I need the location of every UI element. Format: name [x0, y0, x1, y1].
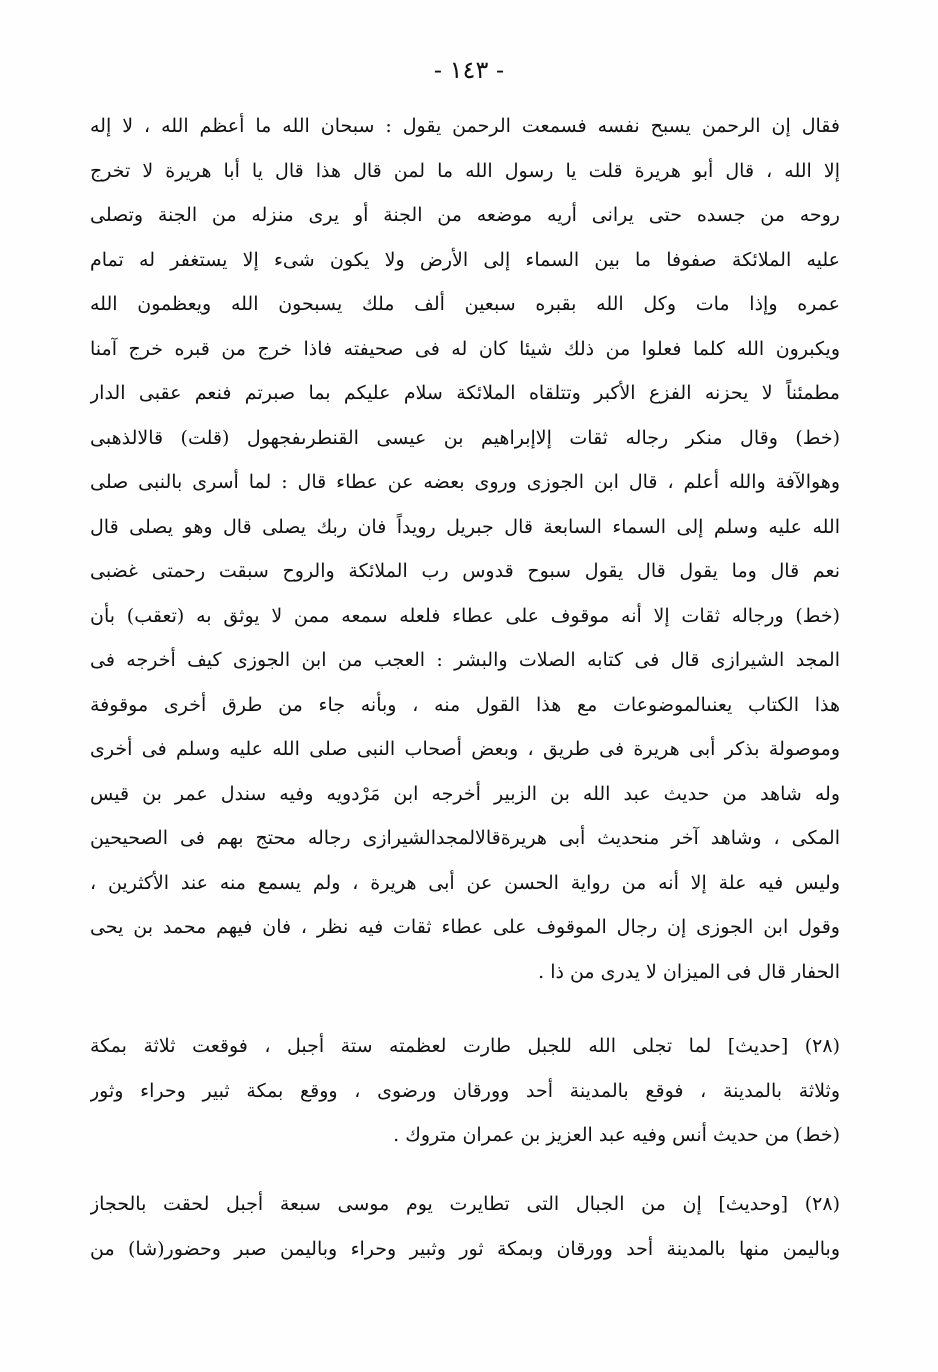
text-line: المجد الشيرازى قال فى كتابه الصلات والبشر : العجب من ابن الجوزى كيف أخرجه فى [90, 649, 840, 671]
text-line: عليه الملائكة صفوفا ما بين السماء إلى الأرض ولا يكون شىء إلا يستغفر له تمام [90, 248, 840, 271]
paragraph-hadith-28-seven-mountains [90, 1182, 840, 1271]
text-line: الحفار قال فى الميزان لا يدرى من ذا . [538, 960, 840, 983]
text-line: هذا الكتاب يعنىالموضوعات مع هذا القول منه ، وبأنه جاء من طرق أخرى موقوفة [90, 693, 840, 716]
text-line: إلا الله ، قال أبو هريرة قلت يا رسول الله ما لمن قال هذا قال يا أبا هريرة لا تخرج [90, 159, 840, 182]
text-line: وثلاثة بالمدينة ، فوقع بالمدينة أحد وورقان ورضوى ، ووقع بمكة ثبير وحراء وثور [90, 1079, 840, 1102]
text-line: فقال إن الرحمن يسبح نفسه فسمعت الرحمن يقول : سبحان الله ما أعظم الله ، لا إله [90, 115, 840, 137]
text-line: (خط) ورجاله ثقات إلا أنه موقوف على عطاء فلعله سمعه ممن لا يوثق به (تعقب) بأن [90, 604, 840, 627]
text-line: وقول ابن الجوزى إن رجال الموقوف على عطاء ثقات فيه نظر ، فان فيهم محمد بن يحى [90, 916, 840, 938]
text-line: وله شاهد من حديث عبد الله بن الزبير أخرجه ابن مَرْدويه وفيه سندل عمر بن قيس [90, 782, 840, 805]
text-line: عمره وإذا مات وكل الله بقبره سبعين ألف ملك يسبحون الله ويعظمون الله [90, 293, 840, 315]
paragraph-hadith-tasbih [90, 104, 840, 994]
text-line: الله عليه وسلم إلى السماء السابعة قال جبريل رويداً فان ربك يصلى قال وهو يصلى قال [90, 515, 840, 538]
text-line: روحه من جسده حتى يرانى أريه موضعه من الجنة أو يرى منزله من الجنة وتصلى [90, 204, 840, 226]
text-line: مطمئناً لا يحزنه الفزع الأكبر وتتلقاه الملائكة سلام عليكم بما صبرتم فنعم عقبى الدار [90, 382, 840, 404]
text-line: نعم قال وما يقول قال يقول سبوح قدوس رب الملائكة والروح سبقت رحمتى غضبى [90, 560, 840, 582]
text-line: وليس فيه علة إلا أنه من رواية الحسن عن أبى هريرة ، ولم يسمع منه عند الأكثرين ، [90, 871, 840, 894]
text-line: المكى ، وشاهد آخر منحديث أبى هريرةقالالمجدالشيرازى رجاله محتج بهم فى الصحيحين [90, 827, 840, 849]
text-line: وموصولة بذكر أبى هريرة فى طريق ، وبعض أصحاب النبى صلى الله عليه وسلم فى أخرى [90, 738, 840, 760]
page-number: - ١٤٣ - [433, 56, 505, 84]
text-line: وهوالآفة والله أعلم ، قال ابن الجوزى وروى بعضه عن عطاء قال : لما أسرى بالنبى صلى [90, 471, 840, 493]
paragraph-hadith-28-six-mountains [90, 1024, 840, 1158]
text-line: (خط) من حديث أنس وفيه عبد العزيز بن عمران متروك . [393, 1124, 840, 1146]
text-line: ويكبرون الله كلما فعلوا من ذلك شيئا كان له فى صحيفته فاذا خرج من قبره خرج آمنا [90, 337, 840, 360]
text-line: (٢٨) [وحديث] إن من الجبال التى تطايرت يوم موسى سبعة أجبل لحقت بالحجاز [90, 1193, 840, 1215]
text-line: (خط) وقال منكر رجاله ثقات إلاإبراهيم بن عيسى القنطرىفجهول (قلت) قالالذهبى [90, 426, 840, 449]
text-line: وباليمن منها بالمدينة أحد وورقان وبمكة ثور وثبير وحراء وباليمن صبر وحضور(شا) من [90, 1237, 840, 1260]
text-line: (٢٨) [حديث] لما تجلى الله للجبل طارت لعظمته ستة أجبل ، فوقعت ثلاثة بمكة [90, 1035, 840, 1057]
